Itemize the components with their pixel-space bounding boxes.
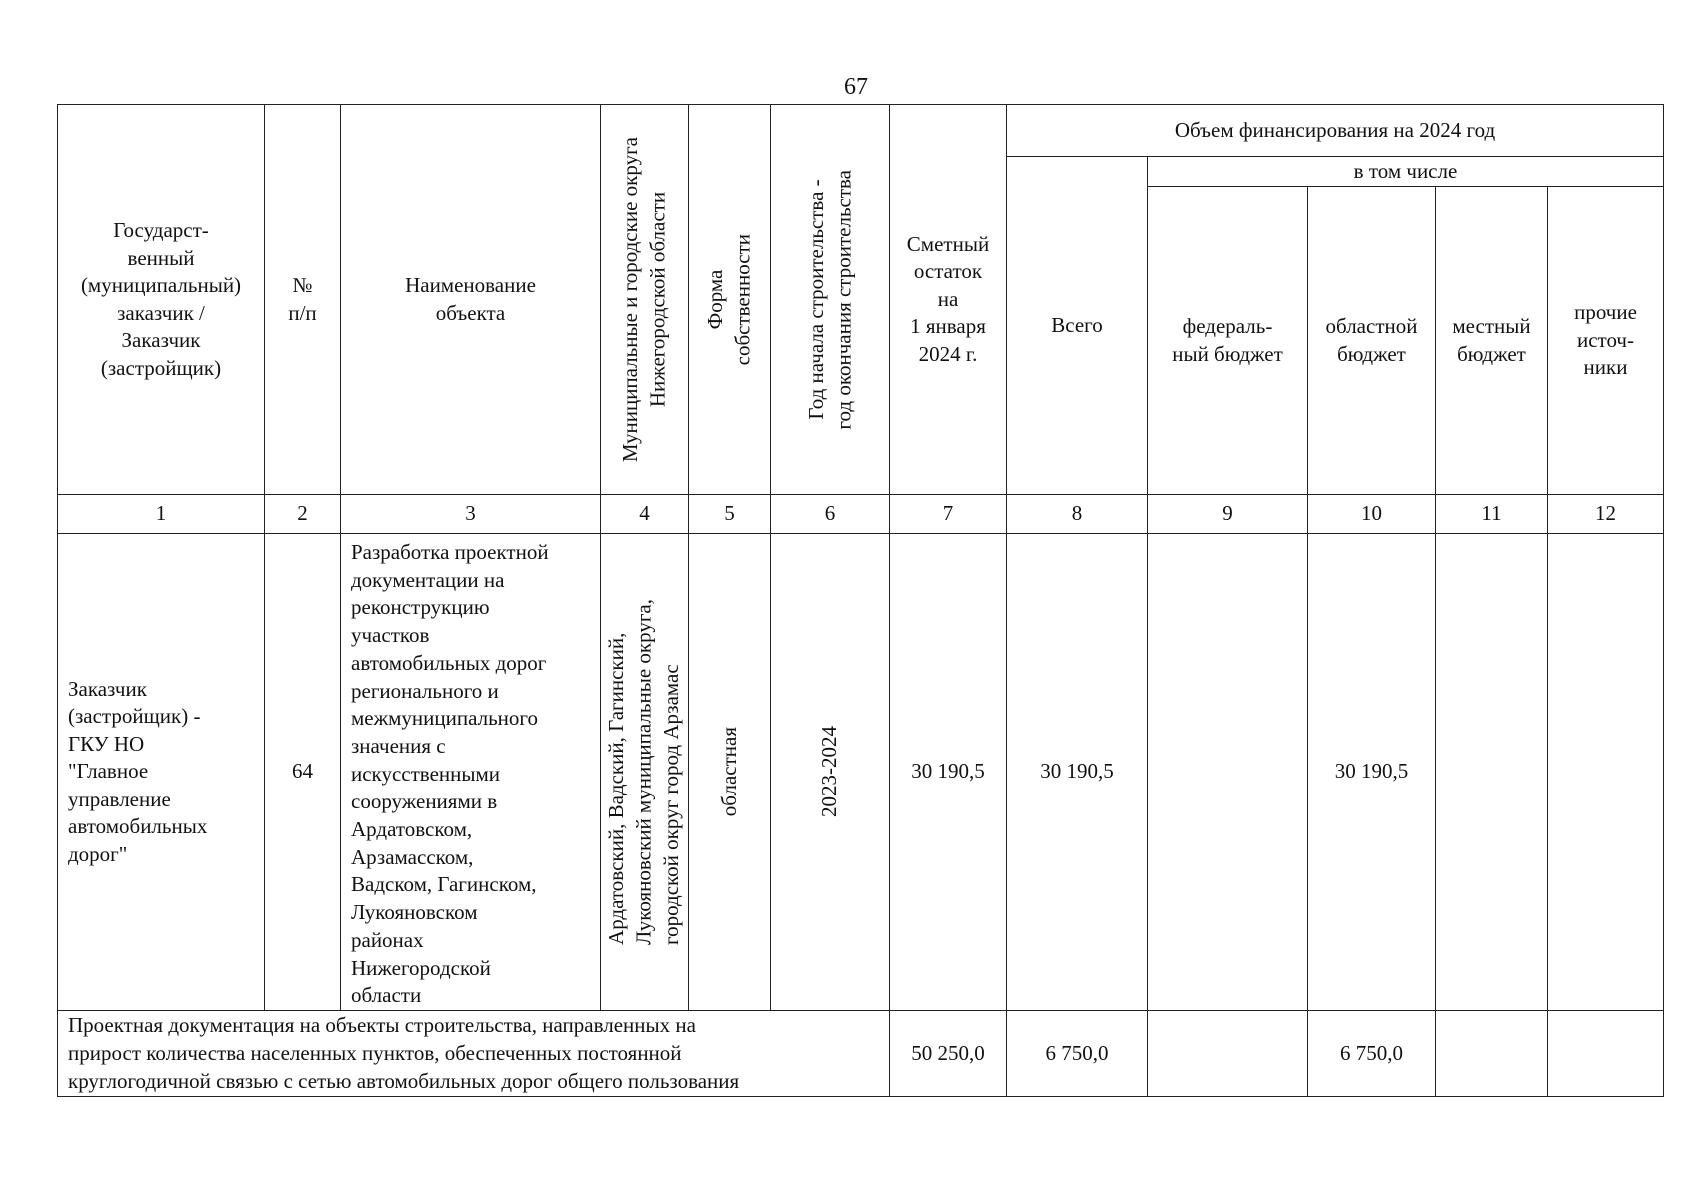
row-years	[771, 534, 890, 1011]
column-number: 10	[1308, 495, 1436, 534]
header-estimate-remainder: Сметный остаток на 1 января 2024 г.	[890, 105, 1007, 495]
row-other	[1548, 534, 1664, 1011]
column-number: 9	[1148, 495, 1308, 534]
summary-label: Проектная документация на объекты строительства, направленных на прирост количества населенных пунктов, обеспеченных постоянной круглогодичной связью с сетью автомобильных дорог общего пользования	[58, 1010, 890, 1096]
column-number: 5	[689, 495, 771, 534]
row-federal	[1148, 534, 1308, 1011]
row-regional: 30 190,5	[1308, 534, 1436, 1011]
header-years-text: Год начала строительства - год окончания строительства	[803, 169, 855, 430]
column-number: 3	[341, 495, 601, 534]
row-estimate-remainder: 30 190,5	[890, 534, 1007, 1011]
column-number: 2	[265, 495, 341, 534]
header-local: местный бюджет	[1436, 187, 1548, 495]
header-object-name: Наименование объекта	[341, 105, 601, 495]
header-customer: Государст- венный (муниципальный) заказчик / Заказчик (застройщик)	[58, 105, 265, 495]
table-row	[58, 534, 1664, 1011]
column-numbers-row	[58, 495, 1664, 534]
row-number: 64	[265, 534, 341, 1011]
summary-estimate-remainder: 50 250,0	[890, 1010, 1007, 1096]
row-municipalities	[601, 534, 689, 1011]
summary-regional: 6 750,0	[1308, 1010, 1436, 1096]
column-number: 12	[1548, 495, 1664, 534]
summary-other	[1548, 1010, 1664, 1096]
header-regional: областной бюджет	[1308, 187, 1436, 495]
header-number: № п/п	[265, 105, 341, 495]
column-number: 6	[771, 495, 890, 534]
page-number: 67	[844, 74, 868, 100]
header-ownership	[689, 105, 771, 495]
row-object-name: Разработка проектной документации на реконструкцию участков автомобильных дорог регионального и межмуниципального значения с искусственными сооружениями в Ардатовском, Арзамасском, Вадском, Гагинском, Лукояновском районах Нижегородской области	[341, 534, 601, 1011]
summary-total: 6 750,0	[1007, 1010, 1148, 1096]
financing-table	[57, 104, 1664, 1097]
header-other: прочие источ- ники	[1548, 187, 1664, 495]
header-municipalities	[601, 105, 689, 495]
row-ownership-text: областная	[716, 727, 741, 817]
header-federal: федераль- ный бюджет	[1148, 187, 1308, 495]
column-number: 11	[1436, 495, 1548, 534]
header-including: в том числе	[1148, 157, 1664, 187]
header-years	[771, 105, 890, 495]
row-ownership	[689, 534, 771, 1011]
header-municipalities-text: Муниципальные и городские округа Нижегородской области	[618, 136, 670, 463]
column-number: 7	[890, 495, 1007, 534]
row-municipalities-text: Ардатовский, Вадский, Гагинский, Лукояновский муниципальные округа, городской округ город Арзамас	[604, 598, 684, 945]
column-number: 4	[601, 495, 689, 534]
summary-row	[58, 1010, 1664, 1096]
summary-local	[1436, 1010, 1548, 1096]
row-local	[1436, 534, 1548, 1011]
summary-federal	[1148, 1010, 1308, 1096]
header-total: Всего	[1007, 157, 1148, 495]
column-number: 1	[58, 495, 265, 534]
header-ownership-text: Форма собственности	[703, 233, 755, 366]
row-years-text: 2023-2024	[817, 726, 842, 818]
column-number: 8	[1007, 495, 1148, 534]
row-total: 30 190,5	[1007, 534, 1148, 1011]
header-funding-group: Объем финансирования на 2024 год	[1007, 105, 1664, 157]
row-customer: Заказчик (застройщик) - ГКУ НО "Главное управление автомобильных дорог"	[58, 534, 265, 1011]
